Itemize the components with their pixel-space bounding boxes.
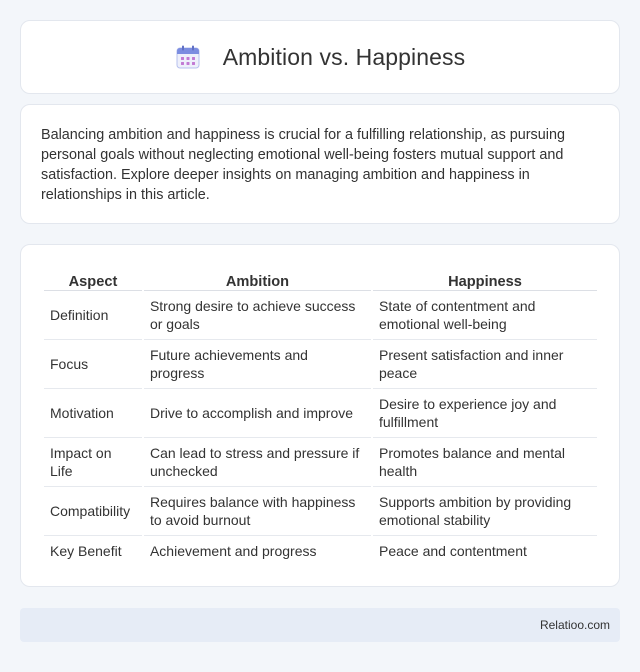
cell-ambition: Future achievements and progress xyxy=(144,340,371,389)
cell-happiness: Present satisfaction and inner peace xyxy=(373,340,597,389)
table-row xyxy=(44,438,597,487)
title-wrap xyxy=(175,44,466,71)
header-ambition: Ambition xyxy=(144,267,371,291)
header-happiness: Happiness xyxy=(373,267,597,291)
calendar-icon xyxy=(175,44,201,70)
table-row xyxy=(44,389,597,438)
cell-happiness: State of contentment and emotional well-being xyxy=(373,291,597,340)
footer-bar xyxy=(20,608,620,642)
cell-aspect: Definition xyxy=(44,291,142,340)
cell-ambition: Can lead to stress and pressure if unchecked xyxy=(144,438,371,487)
cell-aspect: Key Benefit xyxy=(50,543,122,559)
cell-ambition: Achievement and progress xyxy=(149,543,317,559)
cell-aspect: Compatibility xyxy=(44,487,142,536)
table-row xyxy=(44,340,597,389)
cell-aspect: Impact on Life xyxy=(44,438,142,487)
table-row xyxy=(44,536,597,566)
cell-aspect: Motivation xyxy=(44,389,142,438)
intro-text: Balancing ambition and happiness is crucial for a fulfilling relationship, as pursuing personal goals without neglecting emotional well-being fosters mutual support and satisfaction. Explore deeper insights on managing ambition and happiness in relationships in this article. xyxy=(41,127,565,203)
cell-aspect: Focus xyxy=(44,340,142,389)
header-card xyxy=(20,20,620,94)
cell-happiness: Desire to experience joy and fulfillment xyxy=(373,389,597,438)
intro-card xyxy=(20,104,620,224)
header-aspect: Aspect xyxy=(44,267,142,291)
table-row xyxy=(44,291,597,340)
cell-happiness: Supports ambition by providing emotional stability xyxy=(373,487,597,536)
cell-ambition: Requires balance with happiness to avoid burnout xyxy=(144,487,371,536)
cell-ambition: Drive to accomplish and improve xyxy=(144,389,371,438)
cell-ambition: Strong desire to achieve success or goals xyxy=(144,291,371,340)
page-title: Ambition vs. Happiness xyxy=(222,43,466,70)
comparison-table xyxy=(42,267,599,566)
footer-site-name: Relatioo.com xyxy=(539,618,610,632)
cell-happiness: Peace and contentment xyxy=(378,543,527,559)
cell-happiness: Promotes balance and mental health xyxy=(373,438,597,487)
table-header-row xyxy=(44,267,597,291)
table-row xyxy=(44,487,597,536)
comparison-table-card xyxy=(20,244,620,587)
